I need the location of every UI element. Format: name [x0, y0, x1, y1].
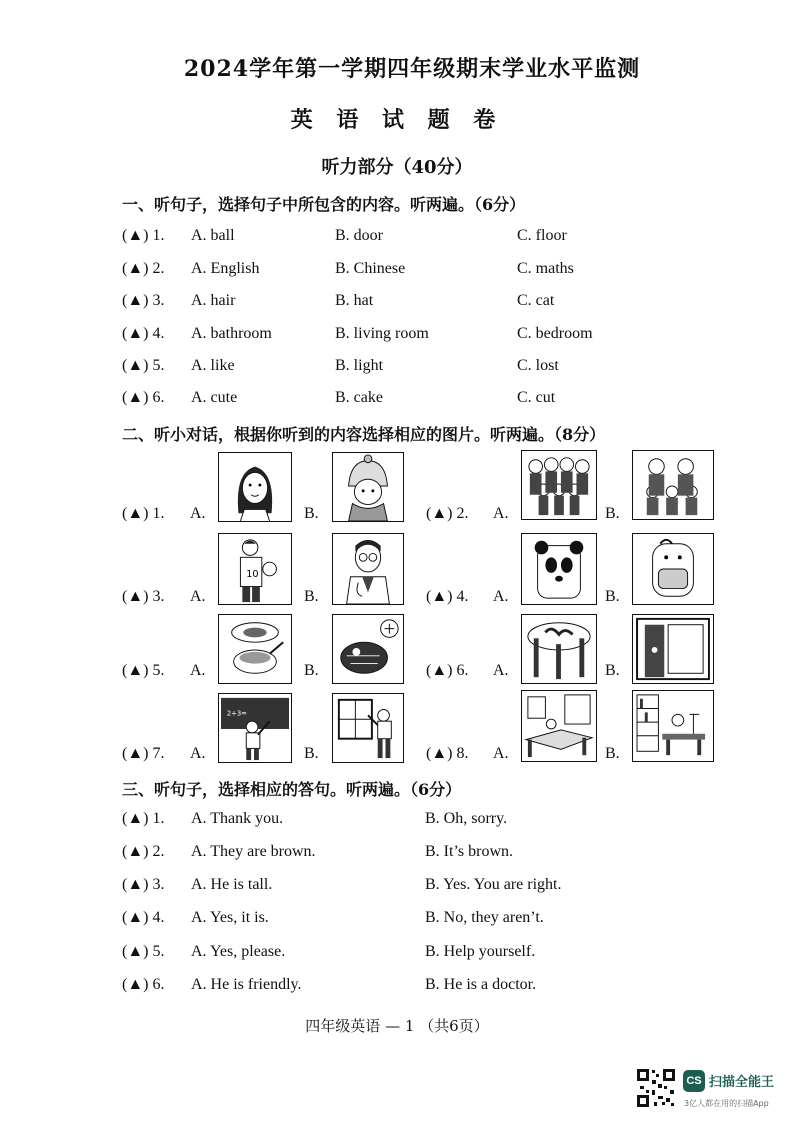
bedroom-picture: [521, 690, 597, 762]
svg-text:10: 10: [246, 568, 259, 580]
option-b: B. Yes. You are right.: [425, 876, 562, 893]
s2-q5-number: (▲) 5.: [122, 662, 165, 679]
option-c: C. cut: [517, 389, 556, 406]
option-a: A. Thank you.: [191, 810, 284, 827]
s2-q2-label-a: A.: [493, 505, 509, 522]
page-footer: 四年级英语 — 1 （共6页）: [305, 1017, 489, 1035]
option-b: B. He is a doctor.: [425, 976, 537, 993]
s2-q1-label-b: B.: [304, 505, 319, 522]
girl-long-hair-picture: [218, 452, 292, 522]
s2-q6-label-a: A.: [493, 662, 509, 679]
s2-q4-number: (▲) 4.: [426, 588, 469, 605]
s2-q3-label-a: A.: [190, 588, 206, 605]
s3-q4: [122, 909, 544, 927]
section2-heading: 二、听小对话，根据你听到的内容选择相应的图片。听两遍。（8分）: [122, 425, 606, 444]
s2-q2-label-b: B.: [605, 505, 620, 522]
option-b: B. hat: [335, 292, 374, 309]
boy-at-window-picture: [332, 693, 404, 763]
option-c: C. bedroom: [517, 325, 593, 342]
option-a: A. ball: [191, 227, 235, 244]
study-room-picture: [632, 690, 714, 762]
option-c: C. lost: [517, 357, 559, 374]
qr-code-icon: [636, 1068, 676, 1108]
section1-heading: 一、听句子，选择句子中所包含的内容。听两遍。（6分）: [122, 195, 526, 214]
s2-q7-label-b: B.: [304, 745, 319, 762]
s2-q6-number: (▲) 6.: [426, 662, 469, 679]
s2-q5-label-a: A.: [190, 662, 206, 679]
doctor-picture: [332, 533, 404, 605]
s1-q3: [122, 292, 555, 310]
open-window-picture: [632, 614, 714, 684]
s2-q8-label-b: B.: [605, 745, 620, 762]
question-number: (▲) 1.: [122, 227, 165, 244]
panda-bag-picture: [521, 533, 597, 605]
option-a: A. He is tall.: [191, 876, 273, 893]
small-family-picture: [632, 450, 714, 520]
s2-q8-number: (▲) 8.: [426, 745, 469, 762]
question-number: (▲) 6.: [122, 389, 165, 406]
s3-q6: [122, 976, 537, 994]
option-b: B. Help yourself.: [425, 943, 536, 960]
option-a: A. like: [191, 357, 235, 374]
option-b: B. It’s brown.: [425, 843, 513, 860]
question-number: (▲) 3.: [122, 876, 165, 893]
s1-q5: [122, 357, 559, 375]
option-c: C. cat: [517, 292, 555, 309]
basketball-player-picture: [218, 533, 292, 605]
option-b: B. door: [335, 227, 383, 244]
option-a: A. He is friendly.: [191, 976, 302, 993]
option-b: B. No, they aren’t.: [425, 909, 544, 926]
s2-q5-label-b: B.: [304, 662, 319, 679]
girl-winter-hat-picture: [332, 452, 404, 522]
question-number: (▲) 2.: [122, 843, 165, 860]
s1-q6: [122, 389, 556, 407]
question-number: (▲) 3.: [122, 292, 165, 309]
s1-q4: [122, 325, 593, 343]
option-a: A. hair: [191, 292, 236, 309]
option-a: A. cute: [191, 389, 238, 406]
section3-heading: 三、听句子，选择相应的答句。听两遍。（6分）: [122, 780, 462, 799]
question-number: (▲) 2.: [122, 260, 165, 277]
s2-q4-label-b: B.: [605, 588, 620, 605]
s2-q3-number: (▲) 3.: [122, 588, 165, 605]
s2-q1-label-a: A.: [190, 505, 206, 522]
option-c: C. floor: [517, 227, 567, 244]
option-b: B. Chinese: [335, 260, 406, 277]
s2-q6-label-b: B.: [605, 662, 620, 679]
s1-q2: [122, 260, 574, 278]
s2-q1-number: (▲) 1.: [122, 505, 165, 522]
s3-q2: [122, 843, 513, 861]
large-family-picture: [521, 450, 597, 520]
svg-text:2+3=: 2+3=: [226, 709, 247, 718]
question-number: (▲) 6.: [122, 976, 165, 993]
question-number: (▲) 5.: [122, 943, 165, 960]
steak-picture: [332, 614, 404, 684]
exam-title: 2024学年第一学期四年级期末学业水平监测: [183, 56, 641, 82]
question-number: (▲) 4.: [122, 909, 165, 926]
option-b: B. cake: [335, 389, 383, 406]
option-a: A. They are brown.: [191, 843, 316, 860]
option-b: B. Oh, sorry.: [425, 810, 508, 827]
fish-and-soup-picture: [218, 614, 292, 684]
s2-q8-label-a: A.: [493, 745, 509, 762]
s2-q3-label-b: B.: [304, 588, 319, 605]
s3-q5: [122, 943, 536, 961]
s3-q1: [122, 810, 508, 828]
option-a: A. English: [191, 260, 260, 277]
s2-q4-label-a: A.: [493, 588, 509, 605]
part-title: 听力部分（40分）: [321, 157, 473, 178]
option-a: A. bathroom: [191, 325, 272, 342]
option-a: A. Yes, please.: [191, 943, 286, 960]
option-c: C. maths: [517, 260, 574, 277]
s2-q2-number: (▲) 2.: [426, 505, 469, 522]
backpack-picture: [632, 533, 714, 605]
option-b: B. living room: [335, 325, 429, 342]
question-number: (▲) 1.: [122, 810, 165, 827]
s3-q3: [122, 876, 562, 894]
exam-subtitle: 英 语 试 题 卷: [290, 107, 504, 133]
question-number: (▲) 4.: [122, 325, 165, 342]
s2-q7-label-a: A.: [190, 745, 206, 762]
table-picture: [521, 614, 597, 684]
s1-q1: [122, 227, 567, 245]
camscanner-logo-icon: CS: [683, 1070, 705, 1092]
option-a: A. Yes, it is.: [191, 909, 269, 926]
scanner-tagline: 3亿人都在用的扫描App: [684, 1099, 769, 1108]
boy-at-blackboard-picture: [218, 693, 292, 763]
question-number: (▲) 5.: [122, 357, 165, 374]
scanner-app-name: 扫描全能王: [709, 1075, 775, 1090]
s2-q7-number: (▲) 7.: [122, 745, 165, 762]
option-b: B. light: [335, 357, 384, 374]
